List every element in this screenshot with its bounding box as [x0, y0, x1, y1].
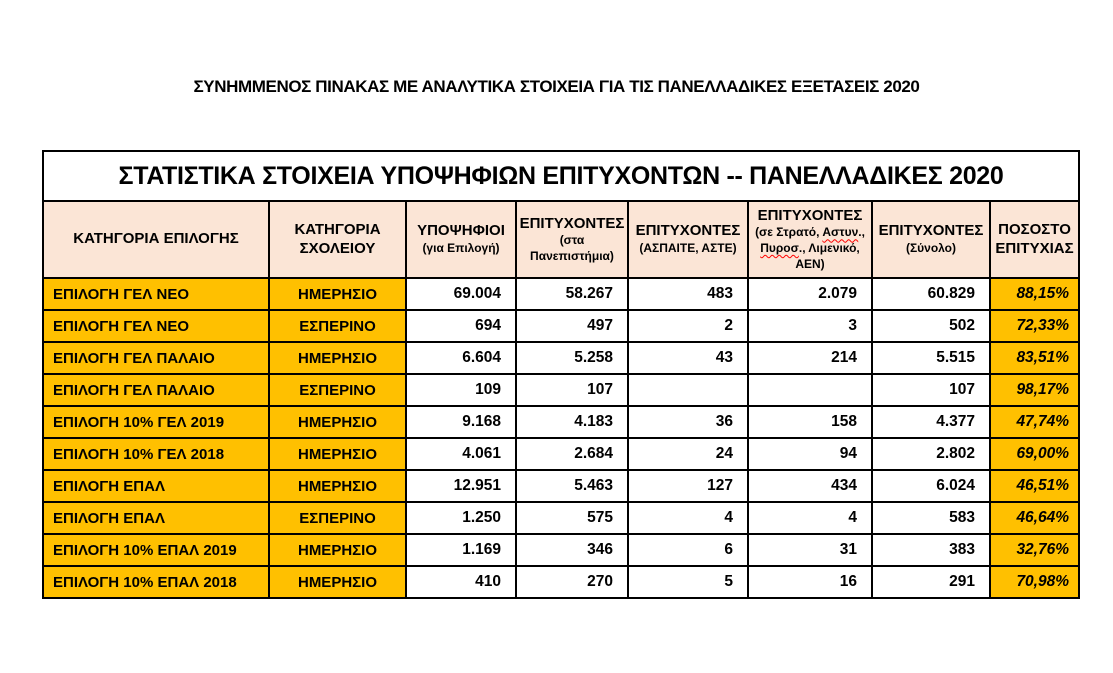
success-rate-cell: 83,51% — [990, 342, 1079, 374]
candidates-cell: 694 — [406, 310, 516, 342]
aspaite-aste-cell: 4 — [628, 502, 748, 534]
universities-cell: 58.267 — [516, 278, 628, 310]
universities-cell: 107 — [516, 374, 628, 406]
category-cell: ΕΠΙΛΟΓΗ ΓΕΛ ΝΕΟ — [43, 278, 269, 310]
forces-cell: 16 — [748, 566, 872, 598]
page-title: ΣΥΝΗΜΜΕΝΟΣ ΠΙΝΑΚΑΣ ΜΕ ΑΝΑΛΥΤΙΚΑ ΣΤΟΙΧΕΙΑ ΓΙΑ ΤΙΣ ΠΑΝΕΛΛΑΔΙΚΕΣ ΕΞΕΤΑΣΕΙΣ 2020 — [193, 77, 920, 96]
school-cell: ΗΜΕΡΗΣΙΟ — [269, 566, 406, 598]
candidates-cell: 9.168 — [406, 406, 516, 438]
misspelled-word: Πυροσ — [760, 241, 799, 256]
aspaite-aste-cell: 483 — [628, 278, 748, 310]
forces-cell: 31 — [748, 534, 872, 566]
aspaite-aste-cell: 5 — [628, 566, 748, 598]
total-cell: 5.515 — [872, 342, 990, 374]
success-rate-cell: 46,51% — [990, 470, 1079, 502]
success-rate-cell: 88,15% — [990, 278, 1079, 310]
table-body — [43, 278, 1079, 598]
col-header-label: ΥΠΟΨΗΦΙΟΙ — [417, 222, 505, 240]
forces-cell: 94 — [748, 438, 872, 470]
candidates-cell: 1.250 — [406, 502, 516, 534]
table-row — [43, 534, 1079, 566]
candidates-cell: 12.951 — [406, 470, 516, 502]
total-cell: 502 — [872, 310, 990, 342]
forces-cell: 2.079 — [748, 278, 872, 310]
aspaite-aste-cell: 24 — [628, 438, 748, 470]
total-cell: 291 — [872, 566, 990, 598]
aspaite-aste-cell: 6 — [628, 534, 748, 566]
forces-cell: 214 — [748, 342, 872, 374]
col-header-label: ΚΑΤΗΓΟΡΙΑ ΕΠΙΛΟΓΗΣ — [73, 230, 239, 248]
col-header-sublabel: (ΑΣΠΑΙΤΕ, ΑΣΤΕ) — [639, 241, 737, 256]
forces-cell: 158 — [748, 406, 872, 438]
success-rate-cell: 32,76% — [990, 534, 1079, 566]
total-cell: 6.024 — [872, 470, 990, 502]
school-cell: ΗΜΕΡΗΣΙΟ — [269, 534, 406, 566]
universities-cell: 5.463 — [516, 470, 628, 502]
forces-sub-text: ., — [858, 225, 865, 240]
total-cell: 4.377 — [872, 406, 990, 438]
col-header-success-rate — [990, 201, 1079, 278]
success-rate-cell: 69,00% — [990, 438, 1079, 470]
misspelled-word: Αστυν — [822, 225, 859, 240]
school-cell: ΗΜΕΡΗΣΙΟ — [269, 406, 406, 438]
table-row — [43, 438, 1079, 470]
col-header-category — [43, 201, 269, 278]
forces-cell: 4 — [748, 502, 872, 534]
col-header-label: ΕΠΙΤΥΧΟΝΤΕΣ — [757, 206, 863, 224]
col-header-sublabel — [751, 225, 869, 272]
universities-cell: 575 — [516, 502, 628, 534]
total-cell: 60.829 — [872, 278, 990, 310]
universities-cell: 2.684 — [516, 438, 628, 470]
candidates-cell: 69.004 — [406, 278, 516, 310]
universities-cell: 497 — [516, 310, 628, 342]
total-cell: 383 — [872, 534, 990, 566]
school-cell: ΗΜΕΡΗΣΙΟ — [269, 438, 406, 470]
aspaite-aste-cell: 127 — [628, 470, 748, 502]
category-cell: ΕΠΙΛΟΓΗ ΓΕΛ ΠΑΛΑΙΟ — [43, 374, 269, 406]
school-cell: ΗΜΕΡΗΣΙΟ — [269, 342, 406, 374]
col-header-universities — [516, 201, 628, 278]
universities-cell: 4.183 — [516, 406, 628, 438]
col-header-candidates — [406, 201, 516, 278]
table-title: ΣΤΑΤΙΣΤΙΚΑ ΣΤΟΙΧΕΙΑ ΥΠΟΨΗΦΙΩΝ ΕΠΙΤΥΧΟΝΤΩΝ -- ΠΑΝΕΛΛΑΔΙΚΕΣ 2020 — [43, 151, 1079, 201]
category-cell: ΕΠΙΛΟΓΗ ΕΠΑΛ — [43, 502, 269, 534]
col-header-sublabel: (για Επιλογή) — [422, 241, 500, 256]
table-row — [43, 406, 1079, 438]
table-row — [43, 278, 1079, 310]
col-header-label: ΚΑΤΗΓΟΡΙΑ ΣΧΟΛΕΙΟΥ — [294, 220, 381, 257]
school-cell: ΗΜΕΡΗΣΙΟ — [269, 278, 406, 310]
aspaite-aste-cell: 43 — [628, 342, 748, 374]
total-cell: 107 — [872, 374, 990, 406]
category-cell: ΕΠΙΛΟΓΗ 10% ΓΕΛ 2019 — [43, 406, 269, 438]
total-cell: 2.802 — [872, 438, 990, 470]
aspaite-aste-cell: 36 — [628, 406, 748, 438]
col-header-label: ΕΠΙΤΥΧΟΝΤΕΣ — [519, 214, 625, 232]
col-header-sublabel: (στα Πανεπιστήμια) — [530, 233, 614, 263]
col-header-label: ΕΠΙΤΥΧΟΝΤΕΣ — [635, 222, 741, 240]
table-row — [43, 342, 1079, 374]
col-header-aspaite-aste — [628, 201, 748, 278]
table-row — [43, 470, 1079, 502]
school-cell: ΕΣΠΕΡΙΝΟ — [269, 374, 406, 406]
total-cell: 583 — [872, 502, 990, 534]
col-header-forces — [748, 201, 872, 278]
category-cell: ΕΠΙΛΟΓΗ ΓΕΛ ΝΕΟ — [43, 310, 269, 342]
col-header-label: ΕΠΙΤΥΧΟΝΤΕΣ — [878, 222, 984, 240]
category-cell: ΕΠΙΛΟΓΗ 10% ΕΠΑΛ 2019 — [43, 534, 269, 566]
forces-cell: 3 — [748, 310, 872, 342]
candidates-cell: 410 — [406, 566, 516, 598]
school-cell: ΕΣΠΕΡΙΝΟ — [269, 310, 406, 342]
col-header-sublabel: (Σύνολο) — [905, 241, 957, 256]
success-rate-cell: 72,33% — [990, 310, 1079, 342]
forces-cell — [748, 374, 872, 406]
forces-cell: 434 — [748, 470, 872, 502]
category-cell: ΕΠΙΛΟΓΗ 10% ΕΠΑΛ 2018 — [43, 566, 269, 598]
universities-cell: 346 — [516, 534, 628, 566]
success-rate-cell: 98,17% — [990, 374, 1079, 406]
stats-table — [42, 150, 1080, 599]
table-row — [43, 502, 1079, 534]
forces-sub-text: ., Λιμενικό, ΑΕΝ) — [795, 241, 860, 271]
universities-cell: 5.258 — [516, 342, 628, 374]
table-row — [43, 566, 1079, 598]
success-rate-cell: 70,98% — [990, 566, 1079, 598]
forces-sub-text: (σε Στρατό, — [755, 225, 823, 240]
table-row — [43, 374, 1079, 406]
school-cell: ΕΣΠΕΡΙΝΟ — [269, 502, 406, 534]
universities-cell: 270 — [516, 566, 628, 598]
candidates-cell: 109 — [406, 374, 516, 406]
candidates-cell: 1.169 — [406, 534, 516, 566]
category-cell: ΕΠΙΛΟΓΗ 10% ΓΕΛ 2018 — [43, 438, 269, 470]
table-row — [43, 310, 1079, 342]
school-cell: ΗΜΕΡΗΣΙΟ — [269, 470, 406, 502]
category-cell: ΕΠΙΛΟΓΗ ΕΠΑΛ — [43, 470, 269, 502]
col-header-school — [269, 201, 406, 278]
candidates-cell: 6.604 — [406, 342, 516, 374]
aspaite-aste-cell: 2 — [628, 310, 748, 342]
success-rate-cell: 46,64% — [990, 502, 1079, 534]
col-header-label: ΠΟΣΟΣΤΟ ΕΠΙΤΥΧΙΑΣ — [995, 220, 1074, 257]
category-cell: ΕΠΙΛΟΓΗ ΓΕΛ ΠΑΛΑΙΟ — [43, 342, 269, 374]
candidates-cell: 4.061 — [406, 438, 516, 470]
col-header-total — [872, 201, 990, 278]
success-rate-cell: 47,74% — [990, 406, 1079, 438]
aspaite-aste-cell — [628, 374, 748, 406]
